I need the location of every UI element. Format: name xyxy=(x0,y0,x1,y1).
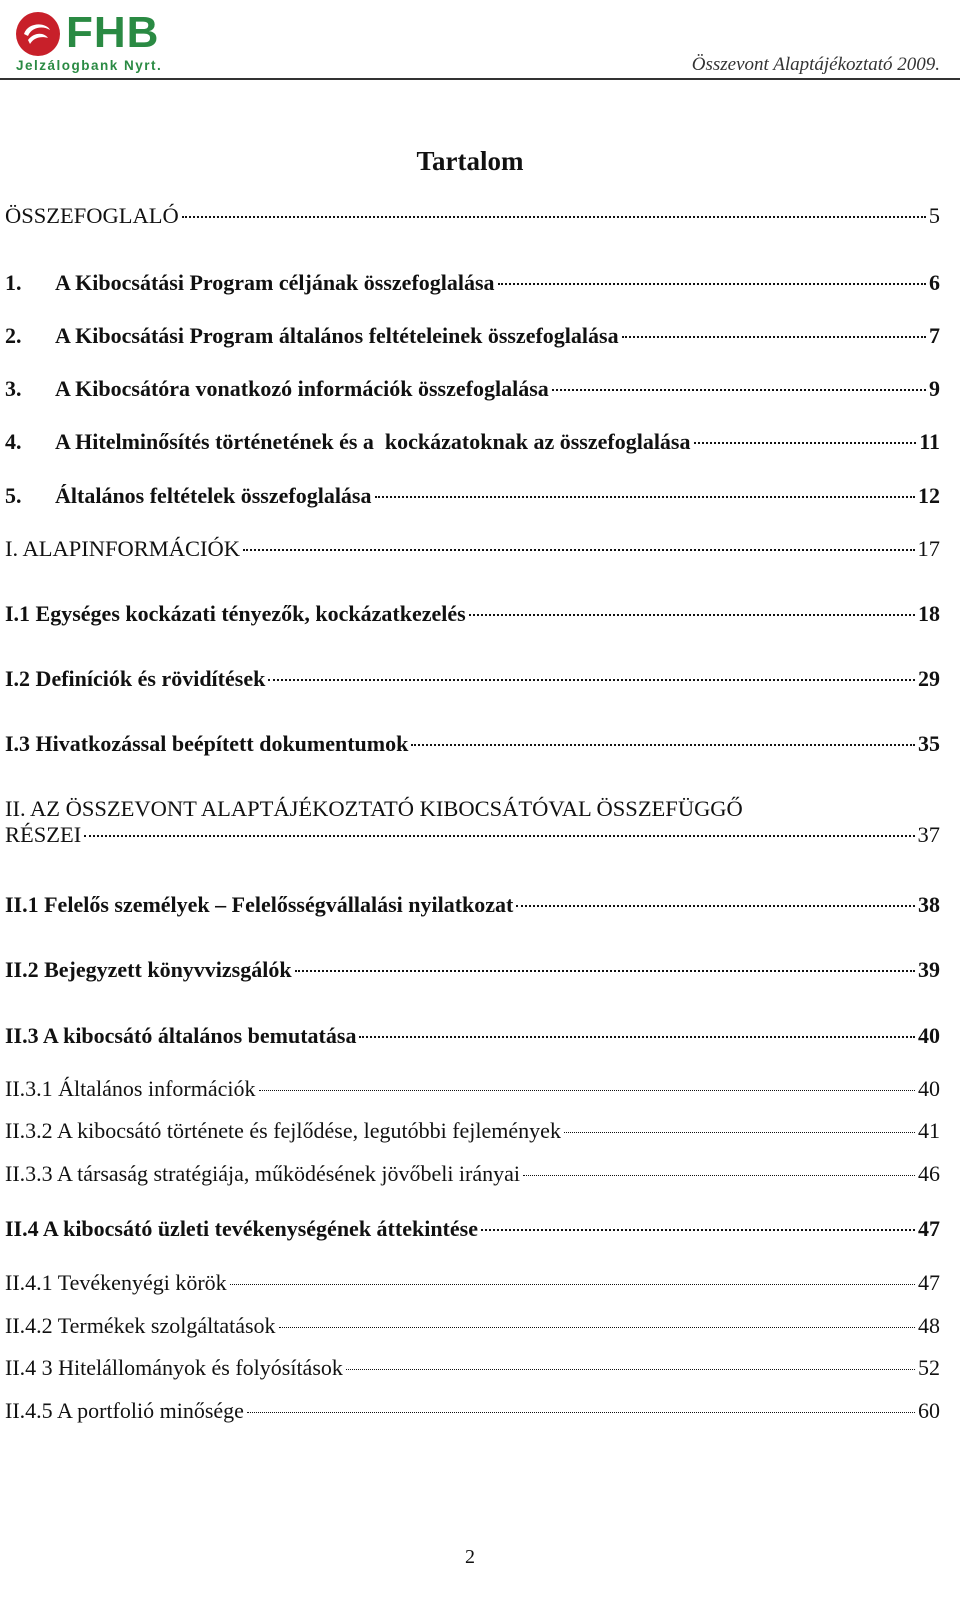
toc-entry-label: I.3 Hivatkozással beépített dokumentumok xyxy=(5,731,409,756)
toc-leader xyxy=(359,1036,915,1038)
toc-entry-label: A Kibocsátási Program céljának összefoglalása xyxy=(55,270,495,295)
toc-entry-label: A Kibocsátási Program általános feltételeinek összefoglalása xyxy=(55,323,619,348)
toc-leader xyxy=(622,336,926,338)
toc-entry-label: II.4.2 Termékek szolgáltatások xyxy=(5,1313,276,1338)
toc-entry-label: I.2 Definíciók és rövidítések xyxy=(5,666,266,691)
toc-entry-number: 1. xyxy=(5,270,22,295)
toc-leader xyxy=(247,1412,915,1413)
toc-entry-label: II.4.5 A portfolió minősége xyxy=(5,1398,244,1423)
toc-entry-page: 12 xyxy=(918,483,940,508)
toc-entry-number: 4. xyxy=(5,429,22,454)
toc-entry[interactable] xyxy=(5,323,940,349)
toc-entry[interactable] xyxy=(5,1270,940,1296)
toc-entry[interactable] xyxy=(5,666,940,692)
toc-entry-page: 18 xyxy=(918,601,940,626)
toc-entry[interactable] xyxy=(5,601,940,627)
toc-leader xyxy=(375,496,916,498)
toc-entry[interactable] xyxy=(5,796,940,848)
toc-entry-label: II.4 3 Hitelállományok és folyósítások xyxy=(5,1355,343,1380)
toc-entry[interactable] xyxy=(5,536,940,562)
toc-entry-label: II.1 Felelős személyek – Felelősségvállalási nyilatkozat xyxy=(5,892,514,917)
toc-entry-page: 46 xyxy=(918,1161,940,1186)
toc-leader xyxy=(230,1284,915,1285)
toc-entry-label: II.3.2 A kibocsátó története és fejlődése, legutóbbi fejlemények xyxy=(5,1118,561,1143)
toc-entry[interactable] xyxy=(5,892,940,918)
toc-entry-page: 39 xyxy=(918,957,940,982)
toc-entry-label: I. ALAPINFORMÁCIÓK xyxy=(5,536,241,561)
toc-leader xyxy=(564,1132,915,1133)
toc-leader xyxy=(523,1175,915,1176)
toc-entry-label: A Kibocsátóra vonatkozó információk összefoglalása xyxy=(55,376,549,401)
logo-subtext: Jelzálogbank Nyrt. xyxy=(16,58,163,73)
toc-entry-number: 2. xyxy=(5,323,22,348)
toc-entry-page: 17 xyxy=(917,536,940,561)
toc-title: Tartalom xyxy=(416,146,524,176)
toc-leader xyxy=(346,1369,915,1370)
toc-entry-label: II.3 A kibocsátó általános bemutatása xyxy=(5,1023,357,1048)
toc-entry-label: Általános feltételek összefoglalása xyxy=(55,483,372,508)
document-title: Összevont Alaptájékoztató 2009. xyxy=(691,54,940,75)
page-header xyxy=(0,0,960,82)
toc-leader xyxy=(268,679,915,681)
toc-entry[interactable] xyxy=(5,429,940,455)
toc-leader xyxy=(516,905,915,907)
toc-entry[interactable] xyxy=(5,203,940,229)
header-divider xyxy=(0,78,960,80)
toc-entry-page: 37 xyxy=(917,822,940,847)
logo-text: FHB xyxy=(66,8,160,57)
toc-entry-page: 40 xyxy=(918,1023,940,1048)
toc-entry[interactable] xyxy=(5,1023,940,1049)
toc-entry-page: 9 xyxy=(929,376,940,401)
toc-entry[interactable] xyxy=(5,1313,940,1339)
toc-entry-label-line1: II. AZ ÖSSZEVONT ALAPTÁJÉKOZTATÓ KIBOCSÁTÓVAL ÖSSZEFÜGGŐ xyxy=(5,796,743,821)
toc-entry[interactable] xyxy=(5,1398,940,1424)
toc-entry-number: 5. xyxy=(5,483,22,508)
toc-leader xyxy=(481,1229,915,1231)
toc-leader xyxy=(411,744,915,746)
toc-entry-page: 5 xyxy=(928,203,940,228)
toc-entry[interactable] xyxy=(5,1355,940,1381)
toc-leader xyxy=(259,1090,916,1091)
toc-entry-page: 35 xyxy=(918,731,940,756)
toc-leader xyxy=(498,283,926,285)
toc-entry-label: II.4 A kibocsátó üzleti tevékenységének áttekintése xyxy=(5,1216,478,1241)
toc-entry-page: 47 xyxy=(918,1216,940,1241)
toc-entry-label: RÉSZEI xyxy=(5,822,82,847)
toc-entry[interactable] xyxy=(5,731,940,757)
toc-entry[interactable] xyxy=(5,1076,940,1102)
logo-swirl-icon xyxy=(22,20,52,46)
toc-entry[interactable] xyxy=(5,376,940,402)
toc-entry-page: 41 xyxy=(918,1118,940,1143)
toc-entry-label: II.4.1 Tevékenyégi körök xyxy=(5,1270,227,1295)
toc-entry[interactable] xyxy=(5,270,940,296)
toc-leader xyxy=(552,389,926,391)
toc-entry-page: 52 xyxy=(918,1355,940,1380)
toc-entry[interactable] xyxy=(5,957,940,983)
toc-leader xyxy=(469,614,915,616)
toc-entry-page: 48 xyxy=(918,1313,940,1338)
toc-entry-page: 38 xyxy=(918,892,940,917)
toc-entry-label: ÖSSZEFOGLALÓ xyxy=(5,203,179,228)
toc-entry[interactable] xyxy=(5,1161,940,1187)
toc-entry-label: I.1 Egységes kockázati tényezők, kockázatkezelés xyxy=(5,601,466,626)
toc-leader xyxy=(694,442,917,444)
toc-leader xyxy=(84,835,914,837)
toc-entry-label: A Hitelminősítés történetének és a kockázatoknak az összefoglalása xyxy=(55,429,691,454)
toc-entry-page: 6 xyxy=(929,270,940,295)
toc-entry-label: II.3.3 A társaság stratégiája, működésének jövőbeli irányai xyxy=(5,1161,521,1186)
toc-entry-number: 3. xyxy=(5,376,22,401)
toc-leader xyxy=(295,970,915,972)
toc-entry-label: II.3.1 Általános információk xyxy=(5,1076,256,1101)
toc-entry-page: 29 xyxy=(918,666,940,691)
toc-entry-label: II.2 Bejegyzett könyvvizsgálók xyxy=(5,957,292,982)
toc-leader xyxy=(243,549,914,551)
page-number: 2 xyxy=(465,1546,475,1568)
toc-entry[interactable] xyxy=(5,1216,940,1242)
toc-entry-page: 11 xyxy=(919,429,940,454)
toc-entry-page: 47 xyxy=(918,1270,940,1295)
toc-entry[interactable] xyxy=(5,483,940,509)
toc-leader xyxy=(279,1327,915,1328)
toc-entry-page: 40 xyxy=(918,1076,940,1101)
toc-leader xyxy=(182,216,926,218)
fhb-logo xyxy=(14,8,186,72)
toc-entry-page: 7 xyxy=(929,323,940,348)
toc-entry-page: 60 xyxy=(918,1398,940,1423)
toc-entry[interactable] xyxy=(5,1118,940,1144)
